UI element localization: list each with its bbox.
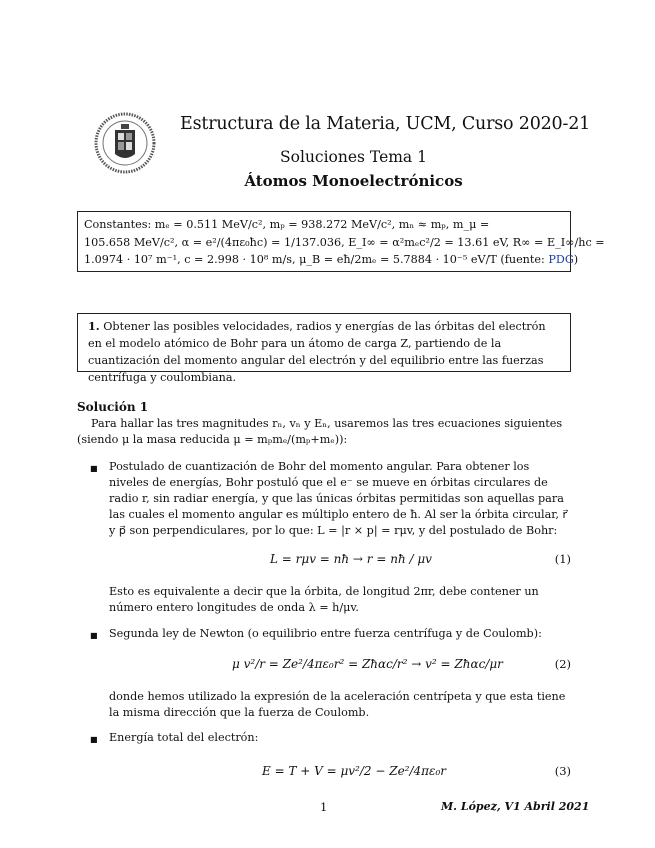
constants-line-3 [84, 251, 579, 269]
equation-body: μ v²/r = Ze²/4πε₀r² = Zħαc/r² → v² = Zħαc/μr [232, 657, 503, 671]
problem-number: 1. [88, 319, 100, 333]
course-title: Estructura de la Materia, UCM, Curso 2020-21 [180, 114, 591, 134]
list-item-total-energy [77, 730, 571, 746]
constants-line-3-end: ) [573, 253, 579, 266]
topic-title: Átomos Monoelectrónicos [244, 172, 463, 190]
equation-number: (2) [554, 657, 571, 671]
equation-2-note: donde hemos utilizado la expresión de la aceleración centrípeta y que esta tiene la misma dirección que la fuerza de Coulomb. [109, 690, 566, 719]
solution-title: Solución 1 [77, 400, 149, 414]
solution-intro-text: Para hallar las tres magnitudes rₙ, vₙ y Eₙ, usaremos las tres ecuaciones siguientes (siendo μ la masa reducida μ = mₚmₑ/(mₚ+mₑ)): [77, 417, 563, 446]
list-item-newton-law [77, 626, 571, 642]
constants-line-3-text: 1.0974 · 10⁷ m⁻¹, c = 2.998 · 10⁸ m/s, μ_B = eħ/2mₑ = 5.7884 · 10⁻⁵ eV/T (fuente: [84, 253, 549, 266]
problem-box [77, 313, 571, 384]
constants-line-1: Constantes: mₑ = 0.511 MeV/c², mₚ = 938.272 MeV/c², mₙ ≈ mₚ, m_μ = [84, 218, 490, 231]
list-item-text: Segunda ley de Newton (o equilibrio entre fuerza centrífuga y de Coulomb): [109, 627, 542, 640]
constants-line-2: 105.658 MeV/c², α = e²/(4πε₀ħc) = 1/137.036, E_I∞ = α²mₑc²/2 = 13.61 eV, R∞ = E_I∞/hc = [84, 235, 605, 249]
subtitle: Soluciones Tema 1 [280, 148, 427, 166]
constants-box [77, 211, 605, 272]
page-number: 1 [320, 800, 328, 814]
pdg-link[interactable]: PDG [548, 253, 574, 266]
equation-number: (1) [554, 552, 571, 566]
list-item-text: Postulado de cuantización de Bohr del momento angular. Para obtener los niveles de energías, Bohr postuló que el e⁻ se mueve en órbitas circulares de radio r, sin radiar energía, y que las únicas órbitas permitidas son aquellas para las cuales el momento angular es múltiplo entero de ħ. Al ser la órbita circular, r⃗ y p⃗ son perpendiculares, por lo que: L = |r × p| = rμv, y del postulado de Bohr: [109, 460, 568, 537]
equation-1-note: Esto es equivalente a decir que la órbita, de longitud 2πr, debe contener un número entero longitudes de onda λ = h/μv. [109, 585, 539, 614]
problem-text: Obtener las posibles velocidades, radios y energías de las órbitas del electrón en el modelo atómico de Bohr para un átomo de carga Z, partiendo de la cuantización del momento angular del electrón y del equilibrio entre las fuerzas centrífuga y coulombiana. [88, 320, 546, 384]
bullet-icon: ■ [90, 631, 98, 640]
list-item-text: Energía total del electrón: [109, 731, 259, 744]
bullet-icon: ■ [90, 464, 98, 473]
footer-author: M. López, V1 Abril 2021 [441, 800, 590, 813]
equation-body: E = T + V = μv²/2 − Ze²/4πε₀r [262, 764, 447, 778]
equation-number: (3) [554, 764, 571, 778]
bullet-icon: ■ [90, 735, 98, 744]
solution-intro [77, 416, 571, 448]
list-item-bohr-postulate [77, 459, 571, 539]
equation-body: L = rμv = nħ → r = nħ / μv [270, 552, 432, 566]
